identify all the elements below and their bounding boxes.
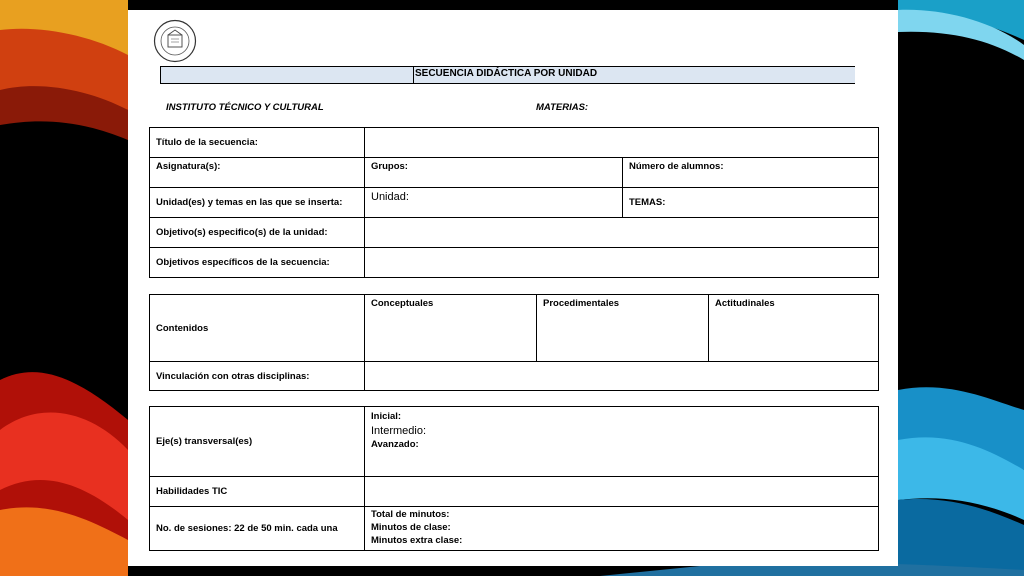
procedimentales-label: Procedimentales bbox=[537, 295, 709, 362]
intermedio-label: Intermedio: bbox=[371, 425, 427, 437]
minutos-extra-label: Minutos extra clase: bbox=[371, 535, 463, 546]
unidad-label: Unidad: bbox=[365, 188, 623, 218]
document-page bbox=[128, 10, 898, 566]
objetivo-unidad-label: Objetivo(s) especifico(s) de la unidad: bbox=[150, 218, 365, 248]
institute-seal-icon bbox=[153, 19, 197, 63]
conceptuales-label: Conceptuales bbox=[365, 295, 537, 362]
objetivo-secuencia-label: Objetivos específicos de la secuencia: bbox=[150, 248, 365, 278]
objetivo-unidad-field[interactable] bbox=[365, 218, 879, 248]
objetivo-secuencia-field[interactable] bbox=[365, 248, 879, 278]
materias-label: MATERIAS: bbox=[536, 102, 589, 113]
avanzado-label: Avanzado: bbox=[371, 439, 419, 450]
vinculacion-field[interactable] bbox=[365, 362, 879, 391]
ejes-label: Eje(s) transversal(es) bbox=[150, 407, 365, 477]
institute-name: INSTITUTO TÉCNICO Y CULTURAL bbox=[166, 102, 324, 113]
minutos-clase-label: Minutos de clase: bbox=[371, 522, 451, 533]
minutes-breakdown bbox=[365, 507, 879, 551]
asignatura-label: Asignatura(s): bbox=[150, 158, 365, 188]
titulo-label: Título de la secuencia: bbox=[150, 128, 365, 158]
ejes-levels bbox=[365, 407, 879, 477]
axes-sessions-table bbox=[149, 406, 879, 551]
total-minutos-label: Total de minutos: bbox=[371, 509, 450, 520]
sesiones-label: No. de sesiones: 22 de 50 min. cada una bbox=[150, 507, 365, 551]
unidades-label: Unidad(es) y temas en las que se inserta: bbox=[150, 188, 365, 218]
sequence-info-table bbox=[149, 127, 879, 278]
titulo-field[interactable] bbox=[365, 128, 879, 158]
habilidades-label: Habilidades TIC bbox=[150, 477, 365, 507]
inicial-label: Inicial: bbox=[371, 411, 402, 422]
contents-table bbox=[149, 294, 879, 391]
grupos-label: Grupos: bbox=[365, 158, 623, 188]
vinculacion-label: Vinculación con otras disciplinas: bbox=[150, 362, 365, 391]
numero-alumnos-label: Número de alumnos: bbox=[623, 158, 879, 188]
document-title-bar bbox=[160, 66, 855, 84]
document-title: SECUENCIA DIDÁCTICA POR UNIDAD bbox=[415, 68, 598, 79]
habilidades-field[interactable] bbox=[365, 477, 879, 507]
contenidos-label: Contenidos bbox=[150, 295, 365, 362]
temas-label: TEMAS: bbox=[623, 188, 879, 218]
actitudinales-label: Actitudinales bbox=[709, 295, 879, 362]
